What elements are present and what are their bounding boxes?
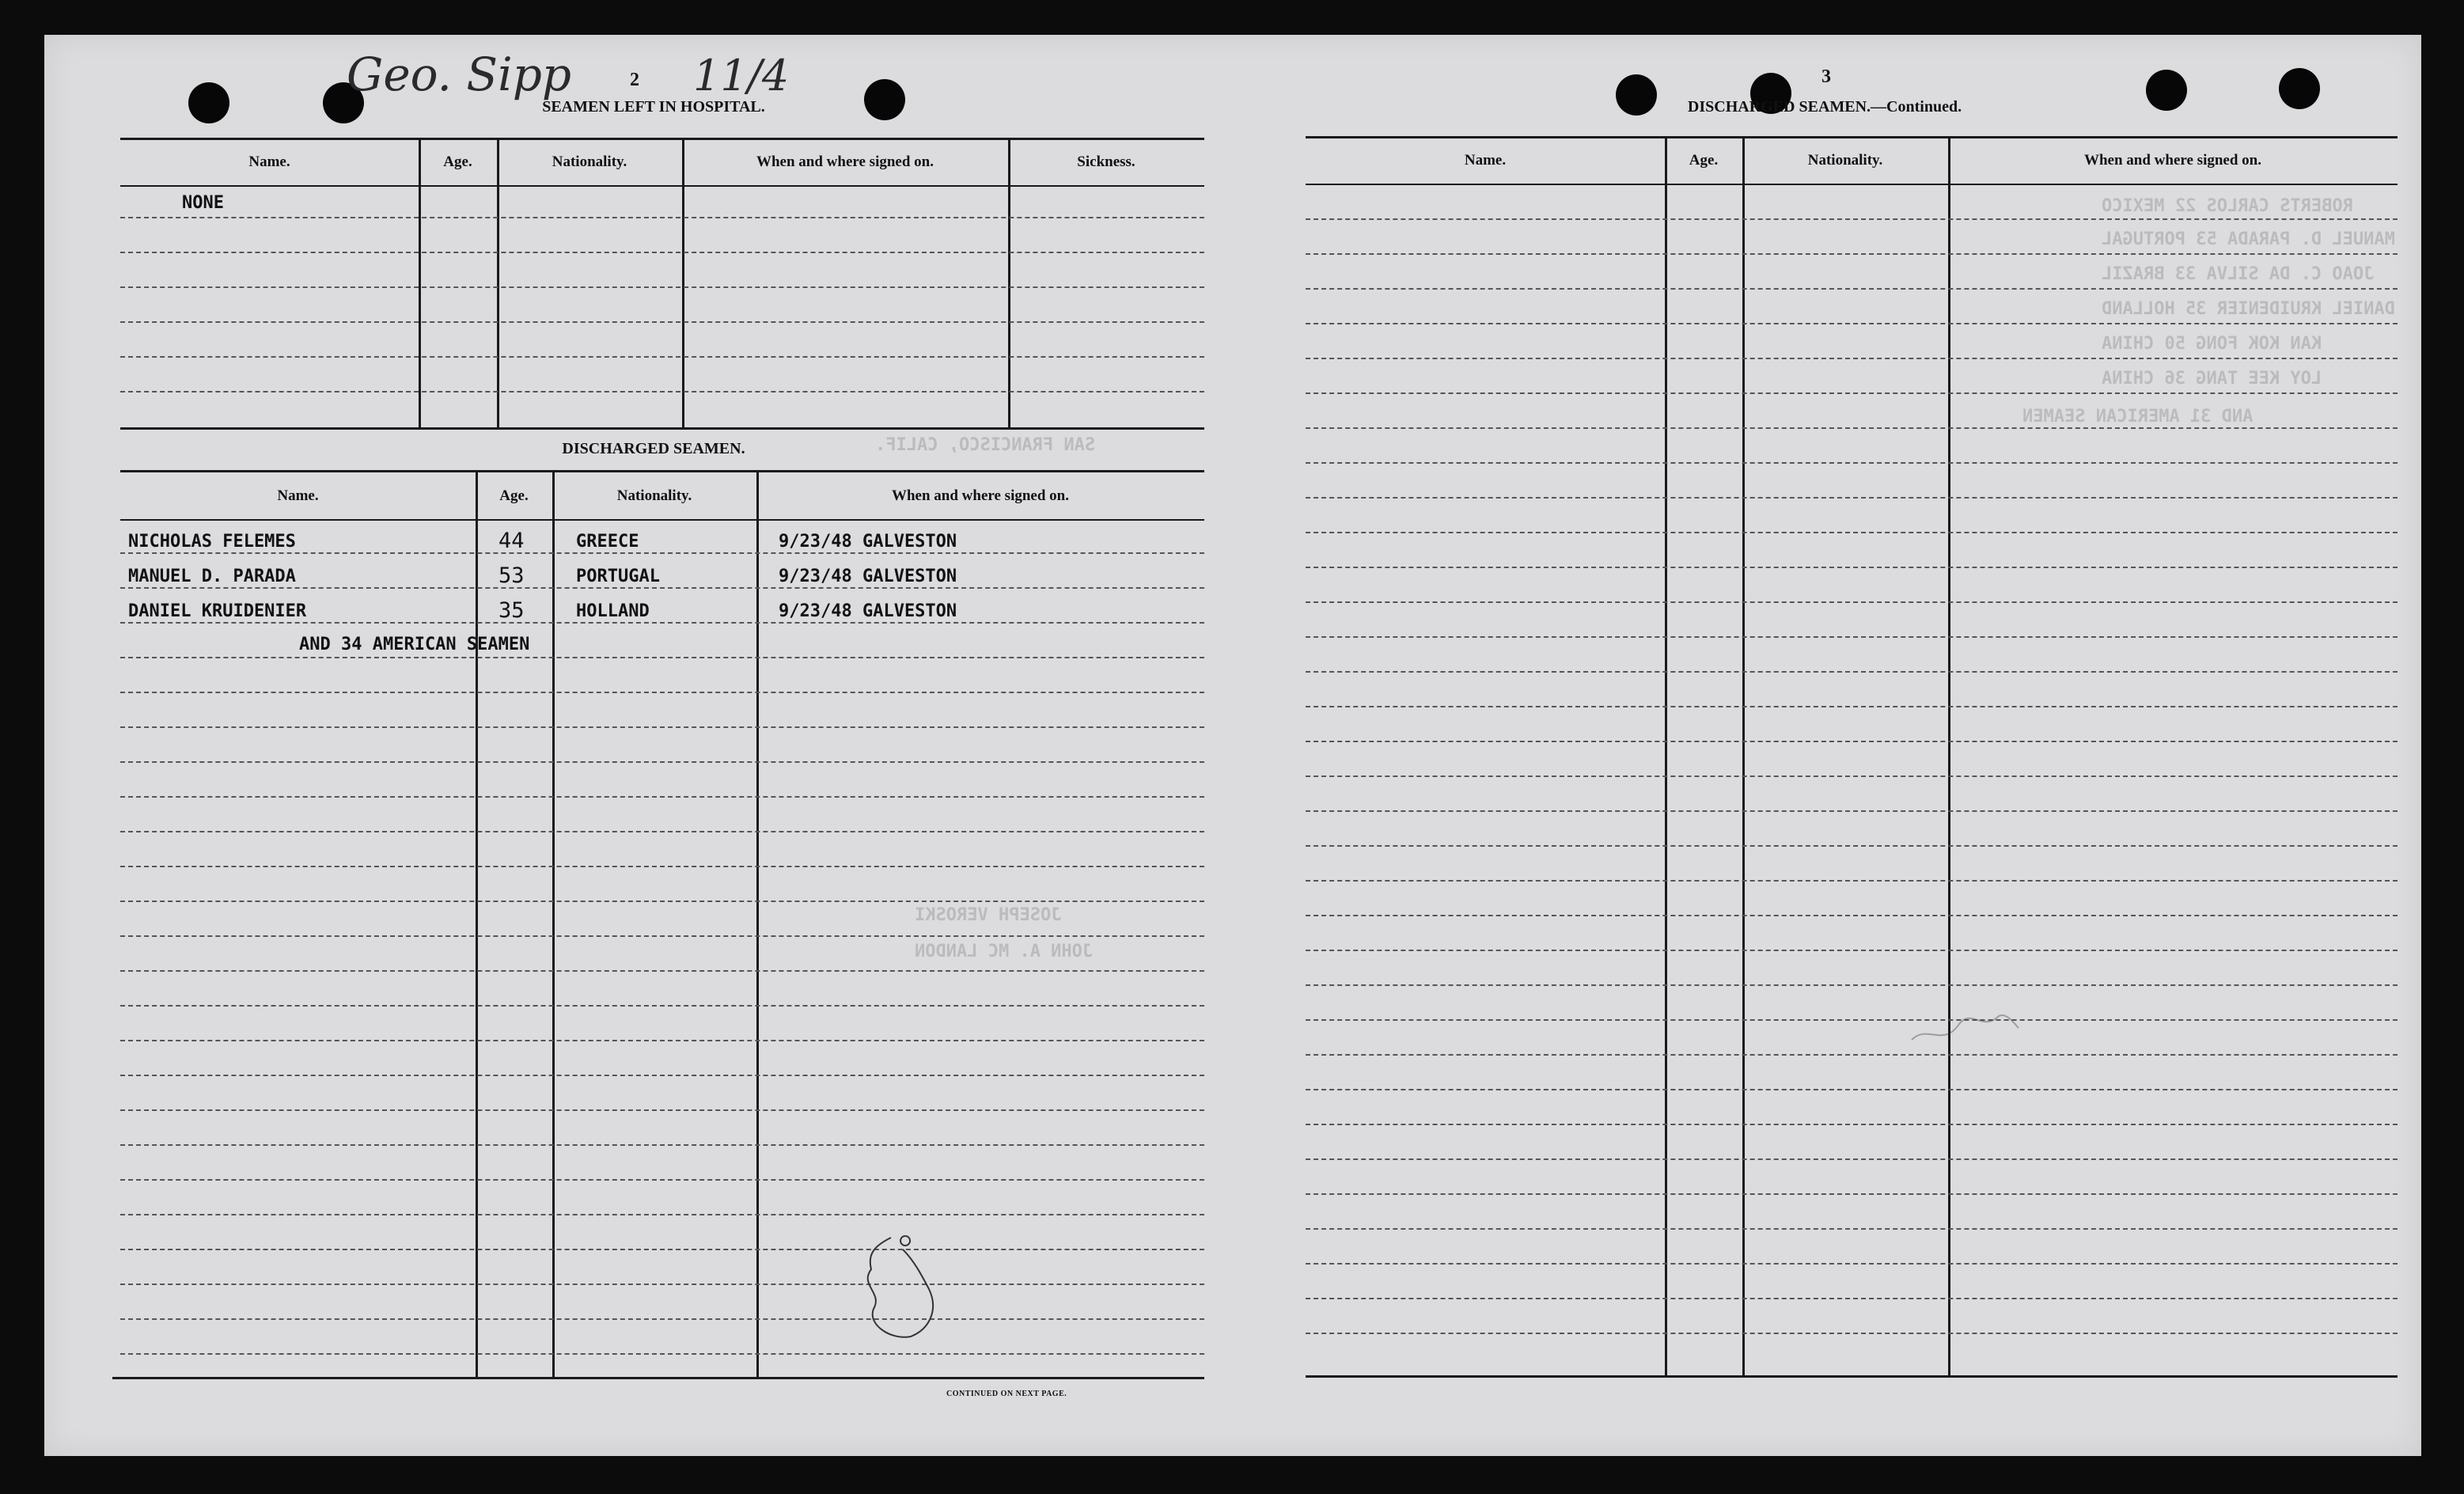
column-header-nationality: Nationality. (1807, 152, 1883, 169)
dashed-rule (1306, 1333, 2398, 1334)
column-header-sickness: Sickness. (1077, 154, 1135, 170)
seaman-age: 53 (498, 563, 525, 588)
seaman-name: DANIEL KRUIDENIER (128, 601, 307, 621)
punch-hole (2146, 70, 2187, 111)
rule (1306, 136, 2398, 138)
column-header-name: Name. (1464, 152, 1507, 169)
column-header-name: Name. (277, 487, 319, 504)
dashed-rule (120, 726, 1204, 728)
dashed-rule (120, 657, 1204, 658)
bleed-through-text: JOAO C. DA SILVA 33 BRAZIL (2102, 264, 2375, 284)
dashed-rule (1306, 1193, 2398, 1195)
column-header-signed-on: When and where signed on. (891, 487, 1069, 504)
dashed-rule (120, 831, 1204, 832)
dashed-rule (120, 552, 1204, 554)
dashed-rule (120, 356, 1204, 358)
rule (120, 470, 1204, 472)
continued-section-title: DISCHARGED SEAMEN.—Continued. (1687, 98, 1962, 116)
dashed-rule (120, 1109, 1204, 1111)
dashed-rule (120, 1040, 1204, 1041)
seaman-signed-on: 9/23/48 GALVESTON (779, 532, 957, 552)
dashed-rule (1306, 706, 2398, 707)
discharged-section-title: DISCHARGED SEAMEN. (562, 440, 745, 457)
dashed-rule (120, 1075, 1204, 1076)
page-number-right: 3 (1821, 66, 1831, 87)
dashed-rule (120, 970, 1204, 972)
dashed-rule (1306, 880, 2398, 882)
column-divider (497, 138, 499, 429)
seaman-name: NICHOLAS FELEMES (128, 532, 296, 552)
bleed-through-text: MANUEL D. PARADA 53 PORTUGAL (2102, 229, 2395, 249)
dashed-rule (1306, 636, 2398, 638)
dashed-rule (120, 286, 1204, 288)
column-header-nationality: Nationality. (616, 487, 692, 504)
dashed-rule (1306, 915, 2398, 916)
dashed-rule (120, 321, 1204, 323)
column-divider (756, 470, 759, 1378)
column-header-age: Age. (443, 154, 472, 170)
dashed-rule (1306, 218, 2398, 220)
dashed-rule (1306, 462, 2398, 464)
seaman-signed-on: 9/23/48 GALVESTON (779, 567, 957, 586)
column-header-age: Age. (1689, 152, 1719, 169)
continued-note: CONTINUED ON NEXT PAGE. (946, 1390, 1067, 1398)
dashed-rule (120, 1214, 1204, 1215)
column-divider (552, 470, 555, 1378)
seaman-nationality: PORTUGAL (576, 567, 660, 586)
dashed-rule (1306, 427, 2398, 429)
column-header-signed-on: When and where signed on. (756, 154, 934, 170)
rule (1306, 1375, 2398, 1378)
punch-hole (864, 79, 905, 120)
seaman-nationality: HOLLAND (576, 601, 650, 621)
bleed-through-text: DANIEL KRUIDENIER 35 HOLLAND (2102, 299, 2395, 319)
dashed-rule (1306, 323, 2398, 324)
dashed-rule (120, 1249, 1204, 1250)
column-header-name: Name. (248, 154, 290, 170)
dashed-rule (1306, 810, 2398, 812)
document-sheet (44, 35, 2421, 1456)
seaman-name: MANUEL D. PARADA (128, 567, 296, 586)
dashed-rule (1306, 1158, 2398, 1160)
dashed-rule (120, 1144, 1204, 1146)
bleed-through-text: LOY KEE TANG 36 CHINA (2102, 369, 2322, 389)
scan-edge-mark (0, 1271, 19, 1290)
punch-hole (188, 82, 229, 123)
handwritten-signature: Geo. Sipp (347, 47, 571, 101)
dashed-rule (1306, 950, 2398, 951)
dashed-rule (120, 866, 1204, 867)
rule (120, 519, 1204, 521)
seaman-nationality: GREECE (576, 532, 639, 552)
column-header-signed-on: When and where signed on. (2083, 152, 2261, 169)
punch-hole (2279, 68, 2320, 109)
dashed-rule (120, 761, 1204, 763)
dashed-rule (1306, 1019, 2398, 1021)
dashed-rule (1306, 567, 2398, 568)
bleed-through-text: JOHN A. MC LANDON (915, 942, 1094, 961)
dashed-rule (1306, 532, 2398, 533)
dashed-rule (1306, 984, 2398, 986)
column-divider (1008, 138, 1010, 429)
page-number-left: 2 (630, 70, 639, 90)
dashed-rule (120, 901, 1204, 902)
hospital-section-title: SEAMEN LEFT IN HOSPITAL. (542, 98, 765, 116)
pen-scribble (836, 1206, 962, 1356)
dashed-rule (1306, 1263, 2398, 1265)
seaman-age: 44 (498, 529, 525, 553)
dashed-rule (1306, 1089, 2398, 1090)
seaman-signed-on: 9/23/48 GALVESTON (779, 601, 957, 621)
dashed-rule (120, 796, 1204, 798)
dashed-rule (1306, 845, 2398, 847)
rule (112, 1377, 1204, 1379)
bleed-through-text: SAN FRANCISCO, CALIF. (875, 435, 1096, 455)
column-divider (419, 138, 421, 429)
dashed-rule (120, 1005, 1204, 1007)
column-header-nationality: Nationality. (552, 154, 627, 170)
dashed-rule (1306, 671, 2398, 673)
dashed-rule (1306, 497, 2398, 499)
bleed-through-text: ROBERTS CARLOS 22 MEXICO (2102, 196, 2353, 216)
dashed-rule (1306, 288, 2398, 290)
dashed-rule (120, 252, 1204, 253)
dashed-rule (1306, 741, 2398, 742)
dashed-rule (1306, 601, 2398, 603)
dashed-rule (120, 587, 1204, 589)
american-seamen-note: AND 34 AMERICAN SEAMEN (299, 635, 530, 654)
pencil-mark (1904, 992, 2022, 1056)
rule (120, 427, 1204, 430)
dashed-rule (120, 622, 1204, 624)
dashed-rule (120, 391, 1204, 392)
column-divider (476, 470, 478, 1378)
seaman-age: 35 (498, 598, 525, 623)
dashed-rule (1306, 775, 2398, 777)
handwritten-mark: 11/4 (693, 51, 790, 100)
bleed-through-text: KAN KOK FONG 50 CHINA (2102, 334, 2322, 354)
dashed-rule (1306, 253, 2398, 255)
dashed-rule (1306, 1298, 2398, 1299)
dashed-rule (120, 1284, 1204, 1285)
dashed-rule (1306, 392, 2398, 394)
bleed-through-text: JOSEPH VEROSKI (915, 905, 1062, 925)
bleed-through-text: AND 31 AMERICAN SEAMEN (2022, 407, 2254, 427)
column-header-age: Age. (499, 487, 529, 504)
hospital-entry: NONE (182, 193, 224, 213)
rule (120, 138, 1204, 140)
dashed-rule (120, 1318, 1204, 1320)
dashed-rule (1306, 1124, 2398, 1125)
dashed-rule (1306, 1054, 2398, 1056)
dashed-rule (120, 935, 1204, 937)
dashed-rule (120, 1179, 1204, 1181)
dashed-rule (120, 692, 1204, 693)
rule (120, 185, 1204, 187)
column-divider (682, 138, 684, 429)
dashed-rule (120, 217, 1204, 218)
dashed-rule (1306, 358, 2398, 359)
dashed-rule (120, 1353, 1204, 1355)
rule (1306, 184, 2398, 185)
dashed-rule (1306, 1228, 2398, 1230)
